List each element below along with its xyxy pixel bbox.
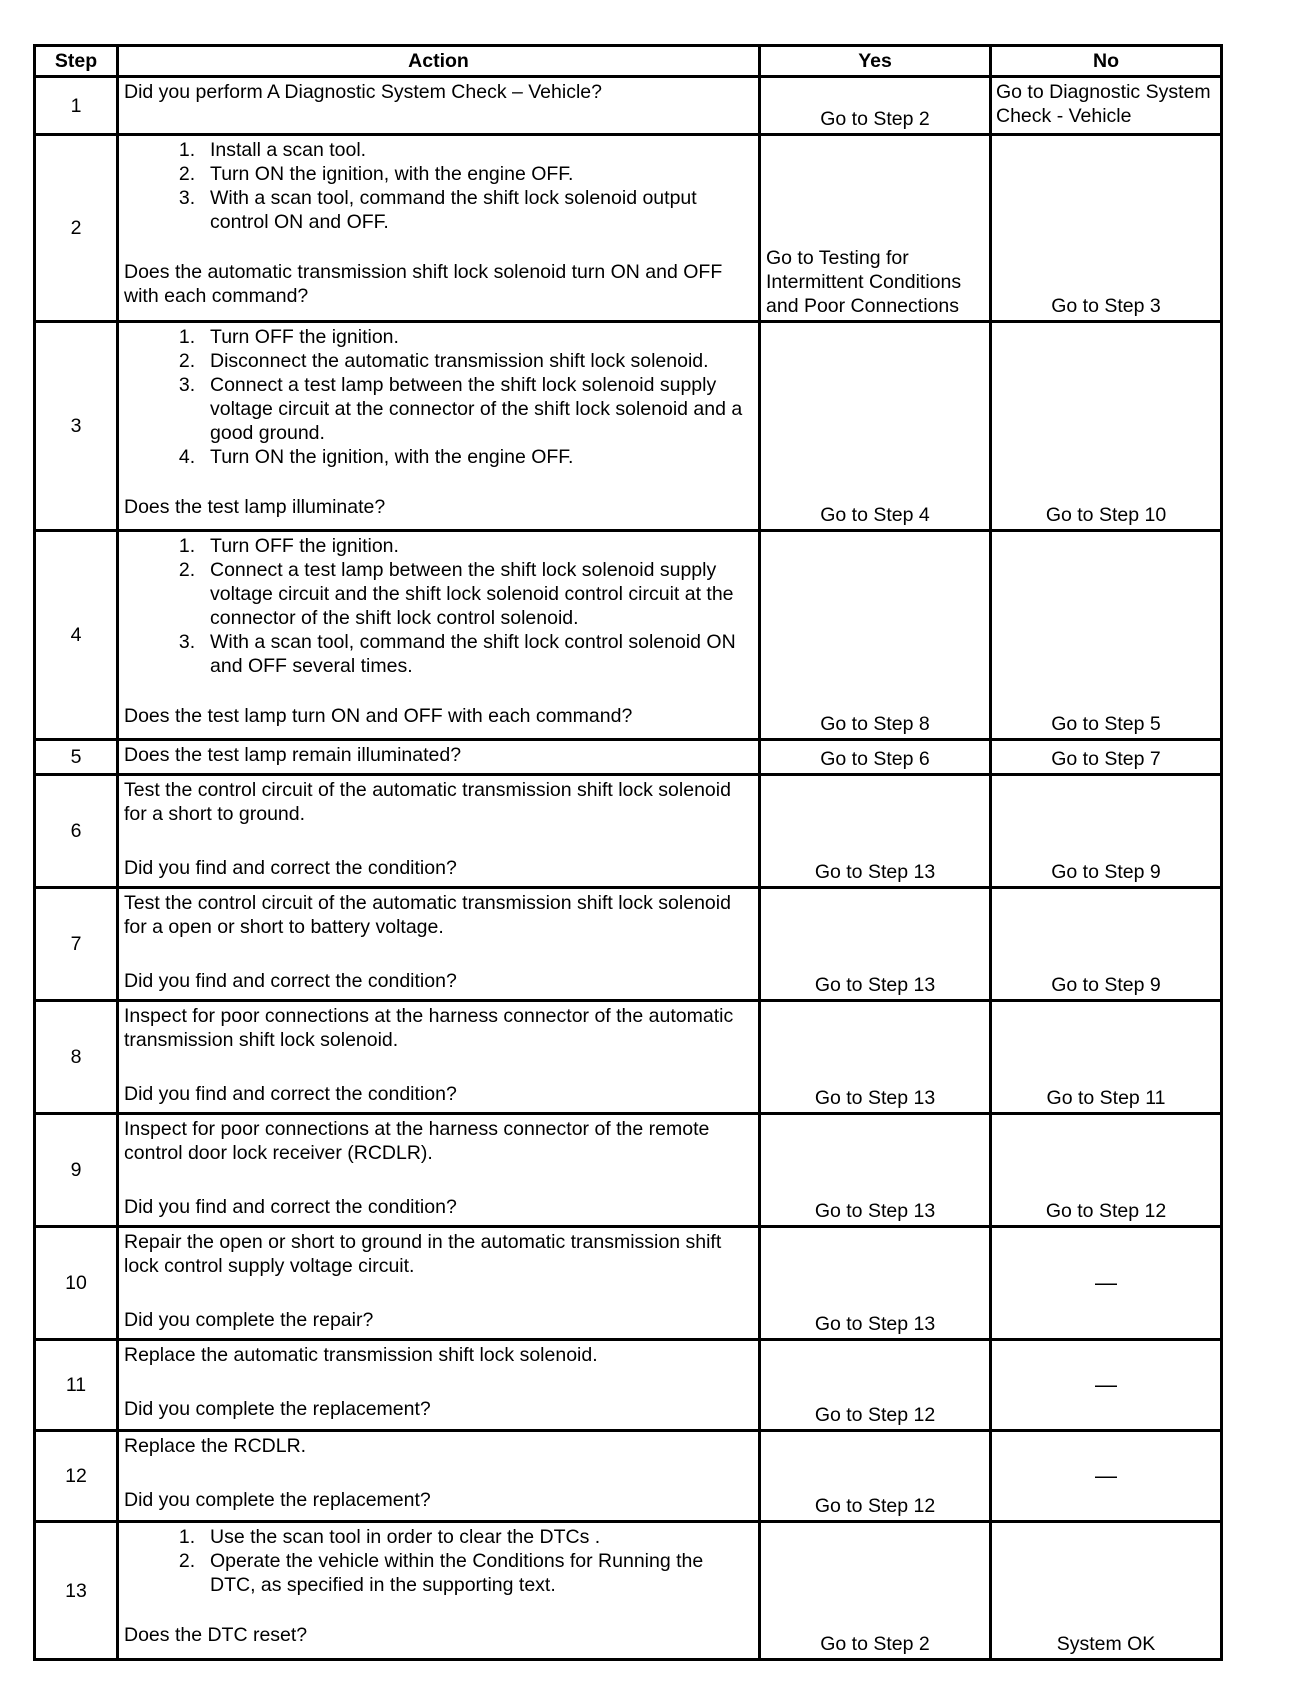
table-row <box>35 531 1222 740</box>
yes-cell: Go to Step 13 <box>760 888 991 1001</box>
step-number: 4 <box>35 531 118 740</box>
action-cell <box>118 1431 760 1522</box>
action-step-item: 2. Operate the vehicle within the Conditions for Running the DTC, as specified in the supporting text. <box>206 1549 753 1597</box>
action-step-item: 4. Turn ON the ignition, with the engine OFF. <box>206 445 753 469</box>
no-cell: Go to Step 12 <box>991 1114 1222 1227</box>
step-number: 12 <box>35 1431 118 1522</box>
action-steps-list <box>124 138 753 234</box>
yes-cell: Go to Step 13 <box>760 1001 991 1114</box>
action-question: Did you find and correct the condition? <box>124 857 457 879</box>
action-step-item: 1. Install a scan tool. <box>206 138 753 162</box>
action-question: Did you find and correct the condition? <box>124 1083 457 1105</box>
step-number: 7 <box>35 888 118 1001</box>
table-row <box>35 888 1222 1001</box>
no-cell: System OK <box>991 1522 1222 1660</box>
diagnostic-table <box>33 44 1223 1661</box>
action-step-item: 3. With a scan tool, command the shift lock control solenoid ON and OFF several times. <box>206 630 753 678</box>
step-number: 8 <box>35 1001 118 1114</box>
no-cell: Go to Step 5 <box>991 531 1222 740</box>
table-row <box>35 322 1222 531</box>
step-number: 3 <box>35 322 118 531</box>
yes-cell: Go to Step 6 <box>760 740 991 775</box>
step-number: 10 <box>35 1227 118 1340</box>
table-row <box>35 1227 1222 1340</box>
action-question: Did you find and correct the condition? <box>124 1196 457 1218</box>
header-yes: Yes <box>760 46 991 77</box>
yes-cell: Go to Step 4 <box>760 322 991 531</box>
action-description: Inspect for poor connections at the harness connector of the remote control door lock receiver (RCDLR). <box>124 1118 710 1164</box>
action-description: Replace the RCDLR. <box>124 1435 307 1457</box>
no-cell: Go to Step 9 <box>991 775 1222 888</box>
action-description: Inspect for poor connections at the harness connector of the automatic transmission shift lock solenoid. <box>124 1005 734 1051</box>
action-step-item: 2. Connect a test lamp between the shift lock solenoid supply voltage circuit and the shift lock solenoid control circuit at the connector of the shift lock control solenoid. <box>206 558 753 630</box>
no-cell: Go to Step 10 <box>991 322 1222 531</box>
table-row <box>35 740 1222 775</box>
no-cell: Go to Step 3 <box>991 135 1222 322</box>
action-question: Did you find and correct the condition? <box>124 970 457 992</box>
action-steps-list <box>124 325 753 469</box>
yes-cell: Go to Step 13 <box>760 1227 991 1340</box>
yes-cell: Go to Step 12 <box>760 1431 991 1522</box>
action-step-item: 1. Use the scan tool in order to clear the DTCs . <box>206 1525 753 1549</box>
action-cell <box>118 1340 760 1431</box>
step-number: 6 <box>35 775 118 888</box>
yes-cell: Go to Step 12 <box>760 1340 991 1431</box>
yes-cell: Go to Step 2 <box>760 1522 991 1660</box>
action-cell <box>118 531 760 740</box>
action-question: Did you complete the replacement? <box>124 1489 431 1511</box>
table-row <box>35 1431 1222 1522</box>
action-description: Replace the automatic transmission shift lock solenoid. <box>124 1344 598 1366</box>
action-cell <box>118 1114 760 1227</box>
action-question: Did you complete the repair? <box>124 1309 374 1331</box>
action-question: Does the automatic transmission shift lock solenoid turn ON and OFF with each command? <box>124 261 723 307</box>
table-row <box>35 1001 1222 1114</box>
step-number: 2 <box>35 135 118 322</box>
header-step: Step <box>35 46 118 77</box>
action-question: Did you complete the replacement? <box>124 1398 431 1420</box>
action-description: Test the control circuit of the automatic transmission shift lock solenoid for a open or short to battery voltage. <box>124 892 731 938</box>
action-cell <box>118 135 760 322</box>
no-cell: — <box>991 1431 1222 1522</box>
yes-cell: Go to Step 13 <box>760 1114 991 1227</box>
action-cell <box>118 1001 760 1114</box>
action-question: Does the test lamp remain illuminated? <box>124 744 462 766</box>
action-description: Test the control circuit of the automatic transmission shift lock solenoid for a short to ground. <box>124 779 731 825</box>
table-row <box>35 1114 1222 1227</box>
action-description: Repair the open or short to ground in the automatic transmission shift lock control supply voltage circuit. <box>124 1231 722 1277</box>
no-cell: — <box>991 1227 1222 1340</box>
action-step-item: 2. Disconnect the automatic transmission shift lock solenoid. <box>206 349 753 373</box>
action-question: Did you perform A Diagnostic System Check – Vehicle? <box>124 81 602 103</box>
no-cell: — <box>991 1340 1222 1431</box>
action-cell <box>118 322 760 531</box>
step-number: 11 <box>35 1340 118 1431</box>
step-number: 1 <box>35 77 118 135</box>
table-row <box>35 1340 1222 1431</box>
no-cell: Go to Diagnostic System Check - Vehicle <box>991 77 1222 135</box>
action-step-item: 3. Connect a test lamp between the shift lock solenoid supply voltage circuit at the connector of the shift lock solenoid and a good ground. <box>206 373 753 445</box>
header-row <box>35 46 1222 77</box>
header-no: No <box>991 46 1222 77</box>
action-step-item: 1. Turn OFF the ignition. <box>206 325 753 349</box>
no-cell: Go to Step 9 <box>991 888 1222 1001</box>
action-step-item: 1. Turn OFF the ignition. <box>206 534 753 558</box>
step-number: 9 <box>35 1114 118 1227</box>
action-step-item: 3. With a scan tool, command the shift lock solenoid output control ON and OFF. <box>206 186 753 234</box>
yes-cell: Go to Step 8 <box>760 531 991 740</box>
table-row <box>35 135 1222 322</box>
action-cell <box>118 1227 760 1340</box>
action-step-item: 2. Turn ON the ignition, with the engine OFF. <box>206 162 753 186</box>
action-cell <box>118 1522 760 1660</box>
table-row <box>35 77 1222 135</box>
action-steps-list <box>124 534 753 678</box>
action-question: Does the DTC reset? <box>124 1624 308 1646</box>
action-question: Does the test lamp illuminate? <box>124 496 386 518</box>
action-question: Does the test lamp turn ON and OFF with each command? <box>124 705 633 727</box>
step-number: 5 <box>35 740 118 775</box>
table-row <box>35 1522 1222 1660</box>
yes-cell: Go to Step 2 <box>760 77 991 135</box>
yes-cell: Go to Testing for Intermittent Conditions and Poor Connections <box>760 135 991 322</box>
action-cell <box>118 888 760 1001</box>
yes-cell: Go to Step 13 <box>760 775 991 888</box>
action-cell <box>118 77 760 135</box>
header-action: Action <box>118 46 760 77</box>
action-cell <box>118 775 760 888</box>
action-steps-list <box>124 1525 753 1597</box>
step-number: 13 <box>35 1522 118 1660</box>
no-cell: Go to Step 11 <box>991 1001 1222 1114</box>
action-cell <box>118 740 760 775</box>
no-cell: Go to Step 7 <box>991 740 1222 775</box>
table-row <box>35 775 1222 888</box>
